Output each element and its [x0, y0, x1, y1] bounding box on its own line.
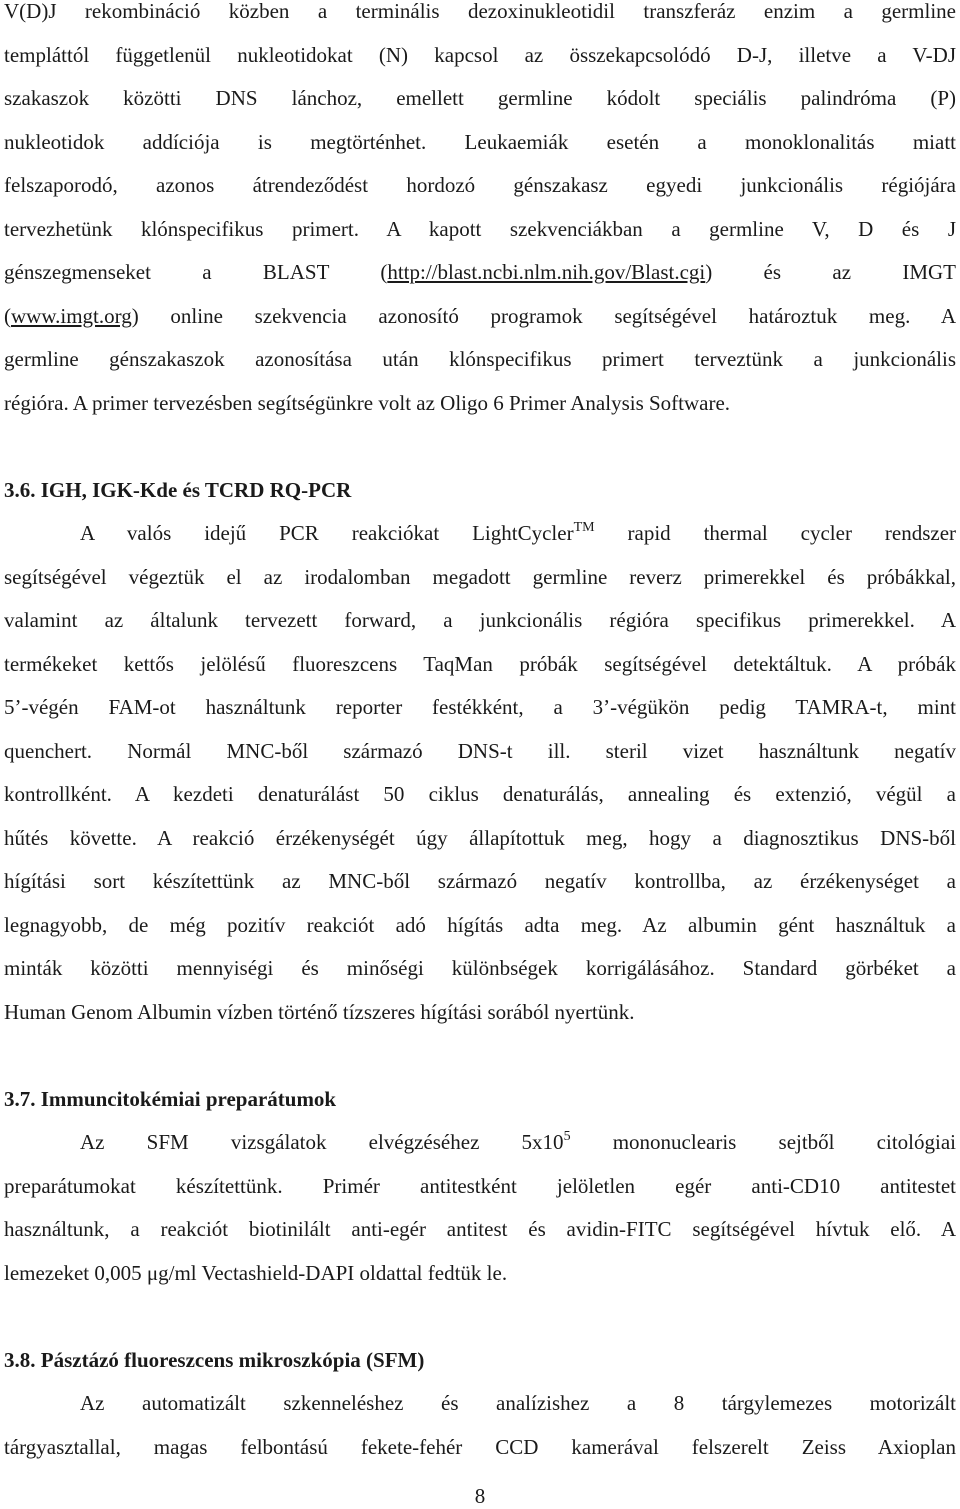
- text-line: használtunk, a reakciót biotinilált anti-egér antitest és avidin-FITC segítségével hívtuk elő. A: [4, 1217, 956, 1241]
- text-line: germline génszakaszok azonosítása után klónspecifikus primert terveztünk a junkcionális: [4, 347, 956, 371]
- section-3-6: [4, 469, 956, 1035]
- section-heading: 3.6. IGH, IGK-Kde és TCRD RQ-PCR: [4, 477, 352, 502]
- text-line: nukleotidok addíciója is megtörténhet. Leukaemiák esetén a monoklonalitás miatt: [4, 129, 956, 154]
- text-line: templáttól függetlenül nukleotidokat (N) kapcsol az összekapcsolódó D-J, illetve a V-DJ: [4, 42, 956, 67]
- text-span: Az SFM vizsgálatok elvégzéséhez 5x10: [80, 1130, 564, 1154]
- text-line: minták közötti mennyiségi és minőségi különbségek korrigálásához. Standard görbéket a: [4, 956, 956, 980]
- imgt-link[interactable]: www.imgt.org: [11, 303, 132, 328]
- text-span: génszegmenseket a BLAST (: [4, 260, 388, 284]
- text-line: preparátumokat készítettünk. Primér antitestként jelöletlen egér anti-CD10 antitestet: [4, 1173, 956, 1198]
- text-line: lemezeket 0,005 μg/ml Vectashield-DAPI oldattal fedtük le.: [4, 1260, 508, 1285]
- document-page: [4, 0, 956, 1469]
- text-line: [4, 295, 956, 339]
- text-line: szakaszok közötti DNS lánchoz, emellett germline kódolt speciális palindróma (P): [4, 86, 956, 110]
- text-line: felszaporodó, azonos átrendeződést hordozó génszakasz egyedi junkcionális régiójára: [4, 173, 956, 197]
- text-line: quenchert. Normál MNC-ből származó DNS-t ill. steril vizet használtunk negatív: [4, 738, 956, 763]
- spacer: [4, 1295, 956, 1339]
- text-line: [4, 251, 956, 295]
- page-number: 8: [474, 1484, 486, 1508]
- spacer: [4, 425, 956, 469]
- text-span: mononuclearis sejtből citológiai: [570, 1130, 956, 1154]
- section-3-8: [4, 1339, 956, 1470]
- text-line: valamint az általunk tervezett forward, a junkcionális régióra specifikus primerekkel. A: [4, 608, 956, 632]
- text-span: (: [4, 303, 11, 328]
- spacer: [4, 1034, 956, 1078]
- text-line: hűtés követte. A reakció érzékenységét úgy állapítottuk meg, hogy a diagnosztikus DNS-ből: [4, 825, 956, 850]
- text-span: rapid thermal cycler rendszer: [594, 521, 957, 545]
- text-span: ) és az IMGT: [705, 260, 956, 284]
- text-span: A valós idejű PCR reakciókat LightCycler: [80, 521, 574, 545]
- text-span: ) online szekvencia azonosító programok segítségével határoztuk meg. A: [131, 303, 956, 328]
- blast-link[interactable]: http://blast.ncbi.nlm.nih.gov/Blast.cgi: [387, 260, 706, 284]
- section-3-7: [4, 1078, 956, 1296]
- text-line: hígítási sort készítettünk az MNC-ből származó negatív kontrollba, az érzékenységet a: [4, 869, 956, 893]
- text-line: [4, 1121, 956, 1165]
- text-line: segítségével végeztük el az irodalomban megadott germline reverz primerekkel és próbákkal,: [4, 564, 956, 589]
- text-line: 5’-végén FAM-ot használtunk reporter festékként, a 3’-végükön pedig TAMRA-t, mint: [4, 695, 956, 719]
- text-line: kontrollként. A kezdeti denaturálást 50 ciklus denaturálás, annealing és extenzió, végül a: [4, 782, 956, 806]
- text-line: termékeket kettős jelölésű fluoreszcens TaqMan próbák segítségével detektáltuk. A próbák: [4, 651, 956, 676]
- text-line: tervezhetünk klónspecifikus primert. A kapott szekvenciákban a germline V, D és J: [4, 216, 956, 241]
- exponent-superscript: 5: [563, 1129, 571, 1144]
- text-line: Human Genom Albumin vízben történő tízszeres hígítási sorából nyertünk.: [4, 999, 635, 1024]
- section-heading: 3.7. Immuncitokémiai preparátumok: [4, 1086, 337, 1111]
- text-line: legnagyobb, de még pozitív reakciót adó hígítás adta meg. Az albumin gént használtuk a: [4, 912, 956, 937]
- section-heading: 3.8. Pásztázó fluoreszcens mikroszkópia (SFM): [4, 1347, 425, 1372]
- text-line: tárgyasztallal, magas felbontású fekete-fehér CCD kamerával felszerelt Zeiss Axioplan: [4, 1434, 956, 1459]
- trademark-superscript: TM: [573, 520, 595, 535]
- text-line: Az automatizált szkenneléshez és analízishez a 8 tárgylemezes motorizált: [80, 1391, 956, 1415]
- text-line: régióra. A primer tervezésben segítségünkre volt az Oligo 6 Primer Analysis Software.: [4, 390, 731, 415]
- text-line: [4, 512, 956, 556]
- intro-paragraph: [4, 0, 956, 425]
- text-line: V(D)J rekombináció közben a terminális dezoxinukleotidil transzferáz enzim a germline: [4, 0, 956, 23]
